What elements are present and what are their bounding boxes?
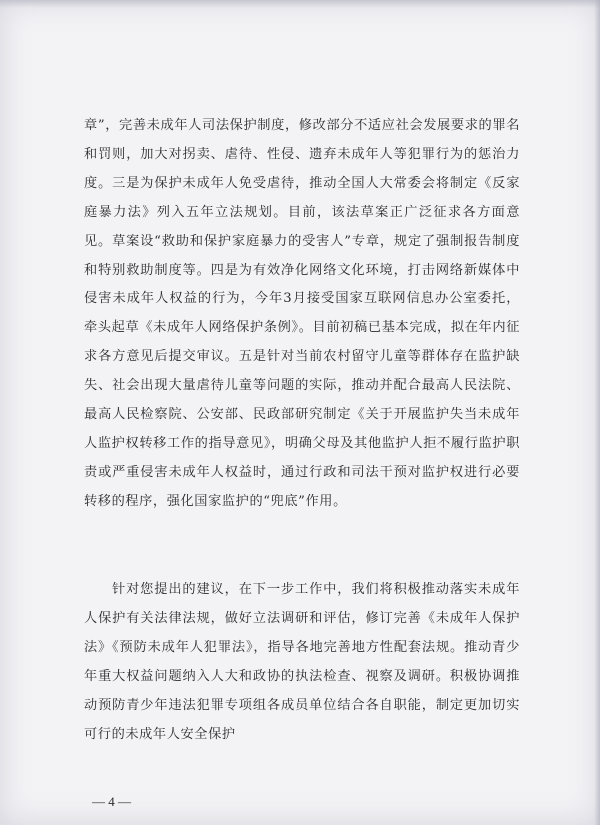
scan-shadow-right — [594, 0, 600, 825]
body-paragraph-1: 章”，完善未成年人司法保护制度，修改部分不适应社会发展要求的罪名和罚则，加大对拐卖、虐待、性侵、遗弃未成年人等犯罪行为的惩治力度。三是为保护未成年人免受虐待，推动全国人大常委会将制定《反家庭暴力法》列入五年立法规划。目前，该法草案正广泛征求各方面意见。草案设“救助和保护家庭暴力的受害人”专章，规定了强制报告制度和特别救助制度等。四是为有效净化网络文化环境，打击网络新媒体中侵害未成年人权益的行为，今年3月接受国家互联网信息办公室委托，牵头起草《未成年人网络保护条例》。目前初稿已基本完成，拟在年内征求各方意见后提交审议。五是针对当前农村留守儿童等群体存在监护缺失、社会出现大量虐待儿童等问题的实际，推动并配合最高人民法院、最高人民检察院、公安部、民政部研究制定《关于开展监护失当未成年人监护权转移工作的指导意见》，明确父母及其他监护人拒不履行监护职责或严重侵害未成年人权益时，通过行政和司法干预对监护权进行必要转移的程序，强化国家监护的“兜底”作用。 — [84, 118, 520, 509]
body-paragraph-2: 针对您提出的建议，在下一步工作中，我们将积极推动落实未成年人保护有关法律法规，做好立法调研和评估，修订完善《未成年人保护法》《预防未成年人犯罪法》，指导各地完善地方性配套法规。推动青少年重大权益问题纳入人大和政协的执法检查、视察及调研。积极协调推动预防青少年违法犯罪专项组各成员单位结合各自职能，制定更加切实可行的未成年人安全保护 — [84, 582, 520, 742]
page-number: — 4 — — [92, 794, 131, 809]
scan-shadow-top — [0, 0, 600, 8]
